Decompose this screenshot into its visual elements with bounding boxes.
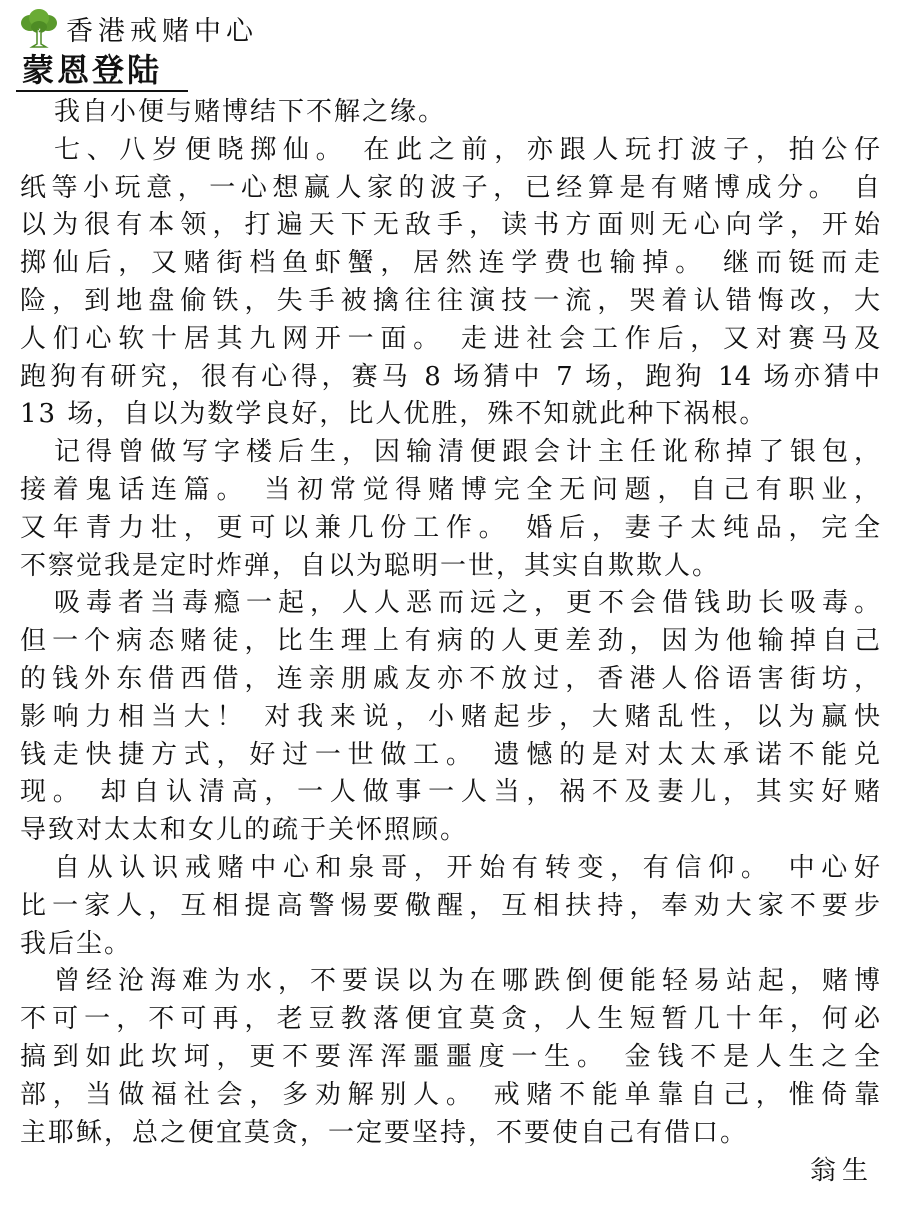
text-line: 人们心软十居其九网开一面。 走进社会工作后，又对赛马及 (20, 323, 880, 354)
text-line: 现。 却自认清高，一人做事一人当，祸不及妻儿，其实好赌 (20, 777, 880, 808)
page-title: 蒙恩登陆 (22, 51, 163, 89)
text-line: 跑狗有研究，很有心得，赛马 8 场猜中 7 场，跑狗 14 场亦猜中 (20, 361, 880, 392)
header (20, 8, 258, 48)
text-line: 纸等小玩意，一心想赢人家的波子，已经算是有赌博成分。 自 (20, 172, 880, 203)
text-line: 13 场，自以为数学良好，比人优胜，殊不知就此种下祸根。 (20, 399, 768, 430)
text-line: 接着鬼话连篇。 当初常觉得赌博完全无问题，自己有职业， (20, 474, 880, 505)
text-line: 不察觉我是定时炸弹，自以为聪明一世，其实自欺欺人。 (20, 550, 721, 581)
article-body (20, 94, 880, 1152)
tree-icon (20, 8, 58, 48)
text-line: 影响力相当大！ 对我来说，小赌起步，大赌乱性，以为赢快 (20, 701, 880, 732)
text-line: 又年青力壮，更可以兼几份工作。 婚后，妻子太纯品，完全 (20, 512, 880, 543)
title-underline (16, 90, 188, 92)
text-line: 自从认识戒赌中心和泉哥，开始有转变，有信仰。 中心好 (54, 852, 880, 883)
text-line: 搞到如此坎坷，更不要浑浑噩噩度一生。 金钱不是人生之全 (20, 1041, 880, 1072)
text-line: 掷仙后，又赌街档鱼虾蟹，居然连学费也输掉。 继而铤而走 (20, 248, 880, 279)
text-line: 的钱外东借西借，连亲朋戚友亦不放过，香港人俗语害街坊， (20, 663, 880, 694)
text-line: 不可一，不可再，老豆教落便宜莫贪，人生短暂几十年，何必 (20, 1004, 880, 1035)
organization-name: 香港戒赌中心 (66, 15, 258, 47)
text-line: 导致对太太和女儿的疏于关怀照顾。 (20, 815, 469, 846)
text-line: 曾经沧海难为水，不要误以为在哪跌倒便能轻易站起，赌博 (54, 966, 880, 997)
text-line: 我后尘。 (20, 928, 133, 959)
text-line: 我自小便与赌博结下不解之缘。 (54, 97, 447, 127)
text-line: 险，到地盘偷铁，失手被擒往往演技一流，哭着认错悔改，大 (20, 285, 880, 316)
text-line: 钱走快捷方式，好过一世做工。 遗憾的是对太太承诺不能兑 (20, 739, 880, 770)
text-line: 记得曾做写字楼后生，因输清便跟会计主任讹称掉了银包， (54, 437, 880, 468)
text-line: 七、八岁便晓掷仙。 在此之前，亦跟人玩打波子，拍公仔 (54, 134, 880, 165)
text-line: 主耶稣，总之便宜莫贪，一定要坚持，不要使自己有借口。 (20, 1117, 749, 1148)
text-line: 但一个病态赌徒，比生理上有病的人更差劲，因为他输掉自己 (20, 626, 880, 657)
author-signature: 翁生 (809, 1156, 874, 1186)
text-line: 部，当做福社会，多劝解别人。 戒赌不能单靠自己，惟倚靠 (20, 1079, 880, 1110)
text-line: 比一家人，互相提高警惕要儆醒，互相扶持，奉劝大家不要步 (20, 890, 880, 921)
text-line: 以为很有本领，打遍天下无敌手，读书方面则无心向学，开始 (20, 210, 880, 241)
text-line: 吸毒者当毒瘾一起，人人恶而远之，更不会借钱助长吸毒。 (54, 588, 880, 619)
